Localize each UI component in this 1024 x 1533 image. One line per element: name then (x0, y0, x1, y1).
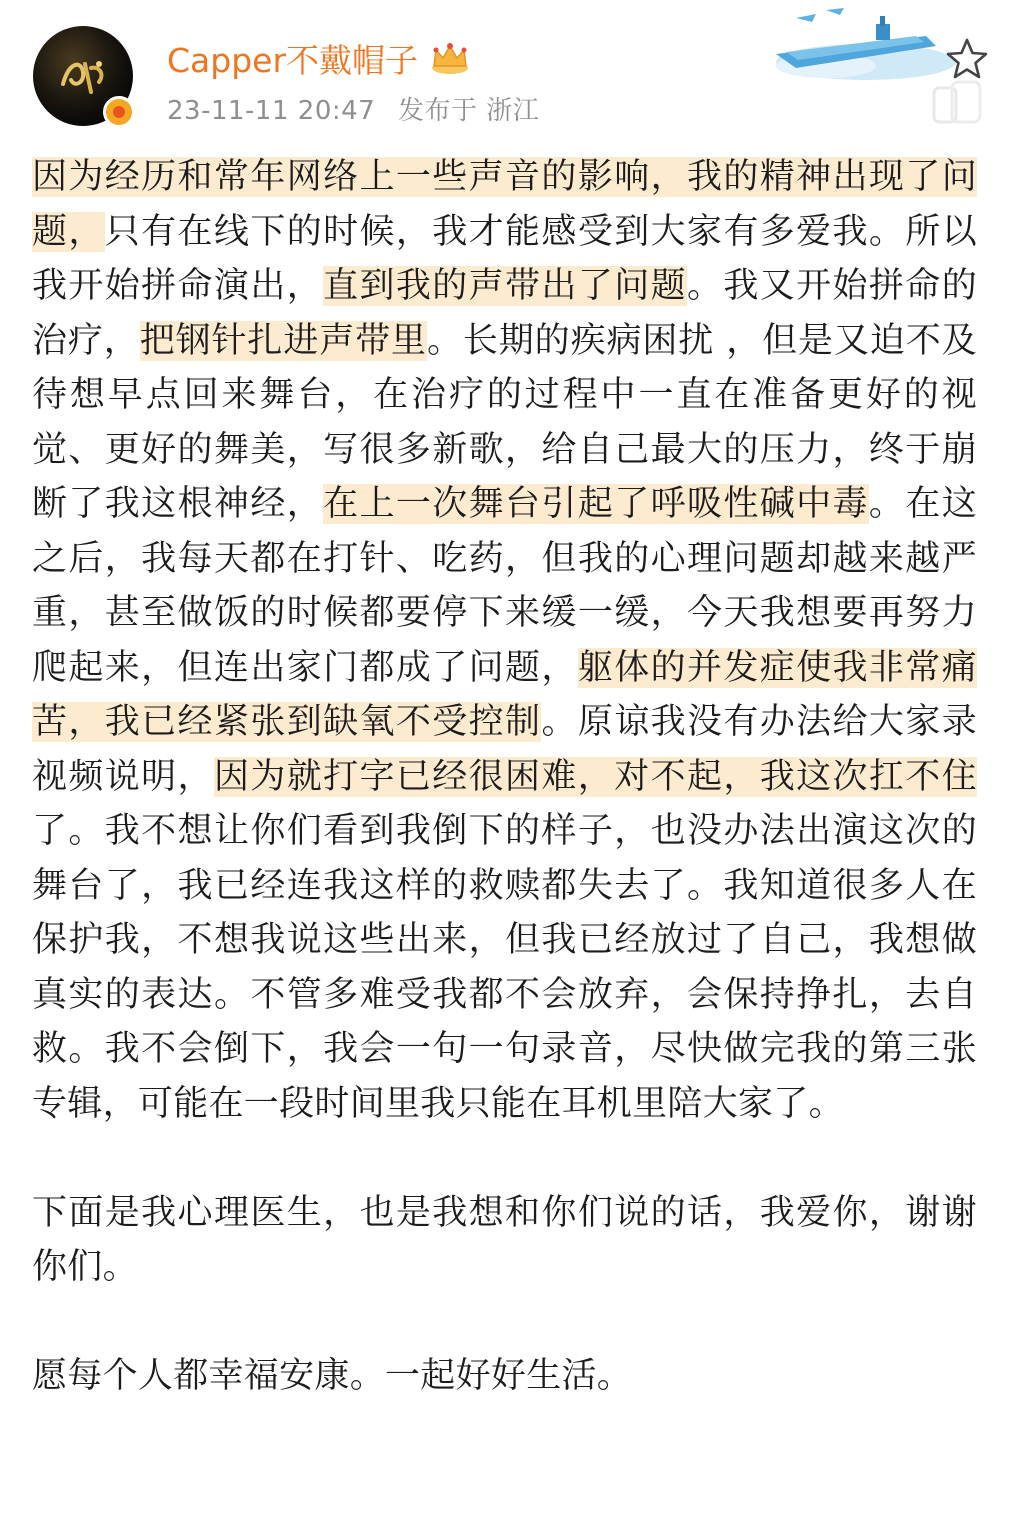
post-body (32, 150, 977, 1404)
star-icon[interactable] (944, 36, 990, 82)
body-text: 。长期的疾病困扰 ，但是又迫不及待想早点回来舞台，在治疗的过程中一直在准备更好的视觉、更好的舞美，写很多新歌，给自己最大的压力，终于崩断了我这根神经， (32, 320, 977, 524)
post-paragraph-3: 愿每个人都幸福安康。一起好好生活。 (32, 1356, 633, 1396)
paragraph-gap (32, 1131, 977, 1186)
avatar-image (55, 54, 111, 98)
crown-badge-icon (428, 40, 472, 76)
post-date: 23-11-11 20:47 (167, 96, 376, 126)
body-text: 。原谅我没有办法给大家录视频说明， (32, 702, 978, 797)
aircraft-carrier-decoration (756, 6, 956, 84)
body-text: 。在这之后，我每天都在打针、吃药，但我的心理问题却越来越严重，甚至做饭的时候都要停下来缓一缓，今天我想要再努力爬起来，但连出家门都成了问题， (32, 484, 977, 688)
highlighted-text: 躯体的并发症使我非常痛苦，我已经紧张到缺氧不受控制 (32, 647, 977, 742)
highlighted-text: 把钢针扎进声带里 (139, 320, 427, 361)
username[interactable]: Capper不戴帽子 (167, 40, 419, 80)
post-location: 发布于 浙江 (397, 96, 540, 126)
post-meta (167, 90, 553, 127)
highlighted-text: 直到我的声带出了问题 (323, 266, 687, 306)
watermark-icon (930, 78, 986, 130)
post-paragraph-1 (32, 150, 977, 1131)
highlighted-text: 因为就打字已经很困难，对不起，我这次扛不住 (213, 756, 977, 797)
highlighted-text: 因为经历和常年网络上一些声音的影响，我的精神出现了问题， (32, 157, 977, 252)
paragraph-gap (32, 1295, 977, 1350)
body-text: 。我又开始拼命的治疗， (32, 266, 977, 361)
body-text: 只有在线下的时候，我才能感受到大家有多爱我。所以我开始拼命演出， (32, 211, 977, 306)
verified-badge-icon (103, 96, 135, 128)
post-paragraph-2: 下面是我心理医生，也是我想和你们说的话，我爱你，谢谢你们。 (32, 1192, 977, 1287)
highlighted-text: 在上一次舞台引起了呼吸性碱中毒 (323, 484, 869, 524)
username-row (167, 36, 472, 80)
body-text: 了。我不想让你们看到我倒下的样子，也没办法出演这次的舞台了，我已经连我这样的救赎都失去了。我知道很多人在保护我，不想我说这些出来，但我已经放过了自己，我想做真实的表达。不管多难受我都不会放弃，会保持挣扎，去自救。我不会倒下，我会一句一句录音，尽快做完我的第三张专辑，可能在一段时间里我只能在耳机里陪大家了。 (32, 811, 977, 1124)
post-header (0, 0, 1024, 140)
